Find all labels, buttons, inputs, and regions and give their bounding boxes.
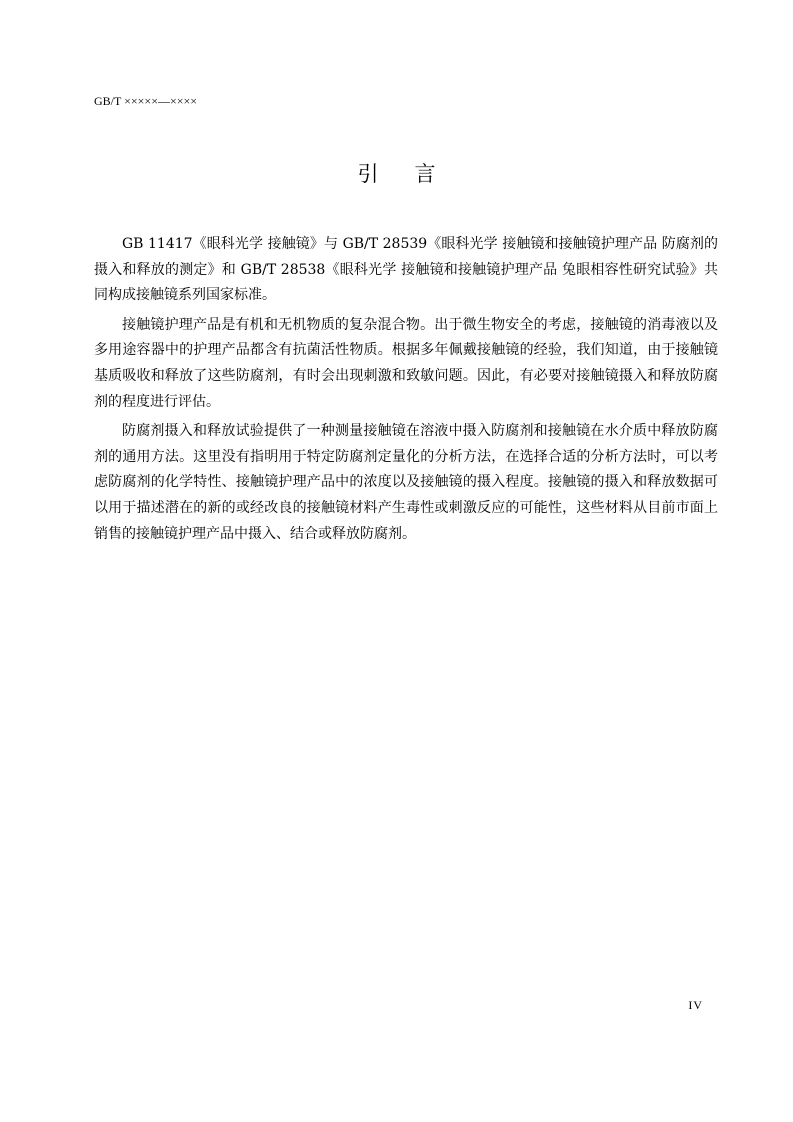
- paragraph-2: 接触镜护理产品是有机和无机物质的复杂混合物。出于微生物安全的考虑，接触镜的消毒液以及多用途容器中的护理产品都含有抗菌活性物质。根据多年佩戴接触镜的经验，我们知道，由于接触镜基质吸收和释放了这些防腐剂，有时会出现刺激和致敏问题。因此，有必要对接触镜摄入和释放防腐剂的程度进行评估。: [94, 316, 718, 410]
- page-number: IV: [688, 998, 703, 1012]
- paragraph-3: 防腐剂摄入和释放试验提供了一种测量接触镜在溶液中摄入防腐剂和接触镜在水介质中释放防腐剂的通用方法。这里没有指明用于特定防腐剂定量化的分析方法，在选择合适的分析方法时，可以考虑防腐剂的化学特性、接触镜护理产品中的浓度以及接触镜的摄入程度。接触镜的摄入和释放数据可以用于描述潜在的新的或经改良的接触镜材料产生毒性或刺激反应的可能性，这些材料从目前市面上销售的接触镜护理产品中摄入、结合或释放防腐剂。: [94, 423, 718, 542]
- page-title: 引言: [357, 162, 472, 186]
- paragraph-1: GB 11417《眼科光学 接触镜》与 GB/T 28539《眼科光学 接触镜和接触镜护理产品 防腐剂的摄入和释放的测定》和 GB/T 28538《眼科光学 接触镜和接触镜护理产品 兔眼相容性研究试验》共同构成接触镜系列国家标准。: [94, 236, 718, 304]
- document-body: [94, 232, 718, 551]
- standard-number-header: GB/T ×××××—××××: [94, 94, 198, 108]
